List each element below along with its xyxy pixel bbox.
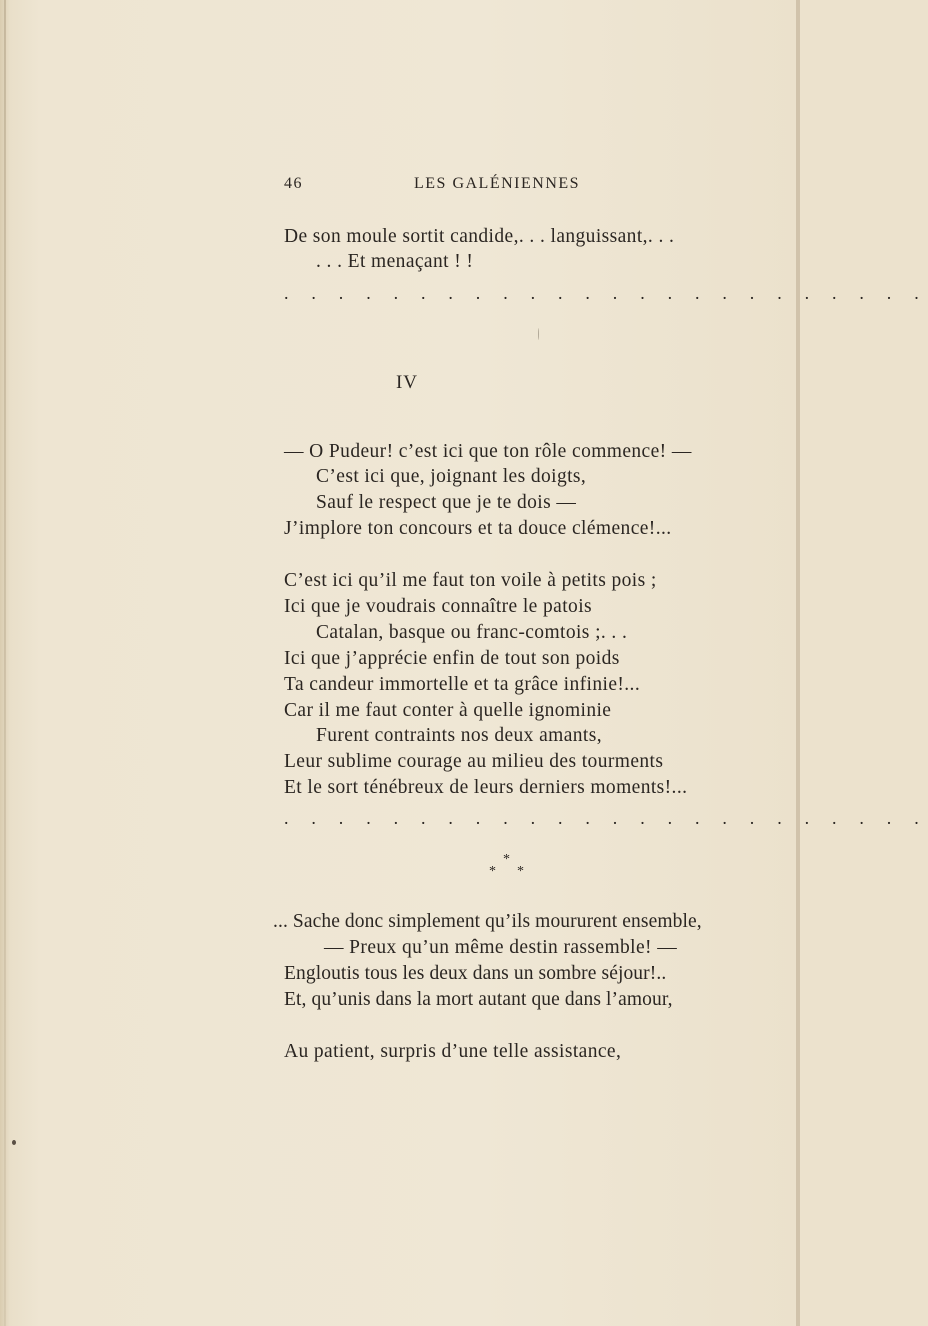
verse-line: Catalan, basque ou franc-comtois ;. . . [316, 622, 628, 643]
section-numeral: IV [395, 372, 419, 393]
page-gutter [4, 0, 6, 1326]
verse-line: Car il me faut conter à quelle ignominie [284, 700, 612, 721]
asterisk: * [503, 852, 510, 867]
asterisk: * [489, 864, 496, 879]
verse-line: Au patient, surpris d’une telle assistance, [284, 1041, 622, 1062]
page-number: 46 [284, 175, 303, 192]
page-edge [796, 0, 800, 1326]
verse-line: Ici que je voudrais connaître le patois [284, 596, 592, 617]
verse-line: C’est ici qu’il me faut ton voile à petits pois ; [284, 570, 657, 591]
verse-line: J’implore ton concours et ta douce clémence!... [284, 518, 672, 539]
paper-speck [12, 1140, 16, 1145]
asterism [485, 852, 535, 888]
verse-line: — O Pudeur! c’est ici que ton rôle commence! — [284, 441, 692, 462]
verse-line: Ici que j’apprécie enfin de tout son poids [284, 648, 620, 669]
verse-line: Et, qu’unis dans la mort autant que dans l’amour, [284, 989, 673, 1010]
verse-line: De son moule sortit candide,. . . languissant,. . . [284, 226, 675, 247]
running-header [0, 175, 800, 197]
verse-line: — Preux qu’un même destin rassemble! — [324, 937, 678, 958]
dot-leader: . . . . . . . . . . . . . . . . . . . . . . . . [284, 808, 928, 828]
running-title: LES GALÉNIENNES [414, 175, 581, 192]
verse-line: C’est ici que, joignant les doigts, [316, 466, 587, 487]
verse-line: Furent contraints nos deux amants, [316, 725, 603, 746]
paper-speck [538, 328, 539, 340]
verse-line: . . . Et menaçant ! ! [316, 251, 474, 272]
section-title [0, 372, 800, 394]
dot-leader: . . . . . . . . . . . . . . . . . . . . . . . . [284, 283, 928, 303]
verse-line: ... Sache donc simplement qu’ils moururent ensemble, [273, 911, 702, 932]
verse-line: Et le sort ténébreux de leurs derniers moments!... [284, 777, 688, 798]
verse-line: Sauf le respect que je te dois — [316, 492, 577, 513]
verse-line: Leur sublime courage au milieu des tourments [284, 751, 664, 772]
asterisk: * [517, 864, 524, 879]
verse-line: Ta candeur immortelle et ta grâce infinie!... [284, 674, 641, 695]
verse-line: Engloutis tous les deux dans un sombre séjour!.. [284, 963, 667, 984]
